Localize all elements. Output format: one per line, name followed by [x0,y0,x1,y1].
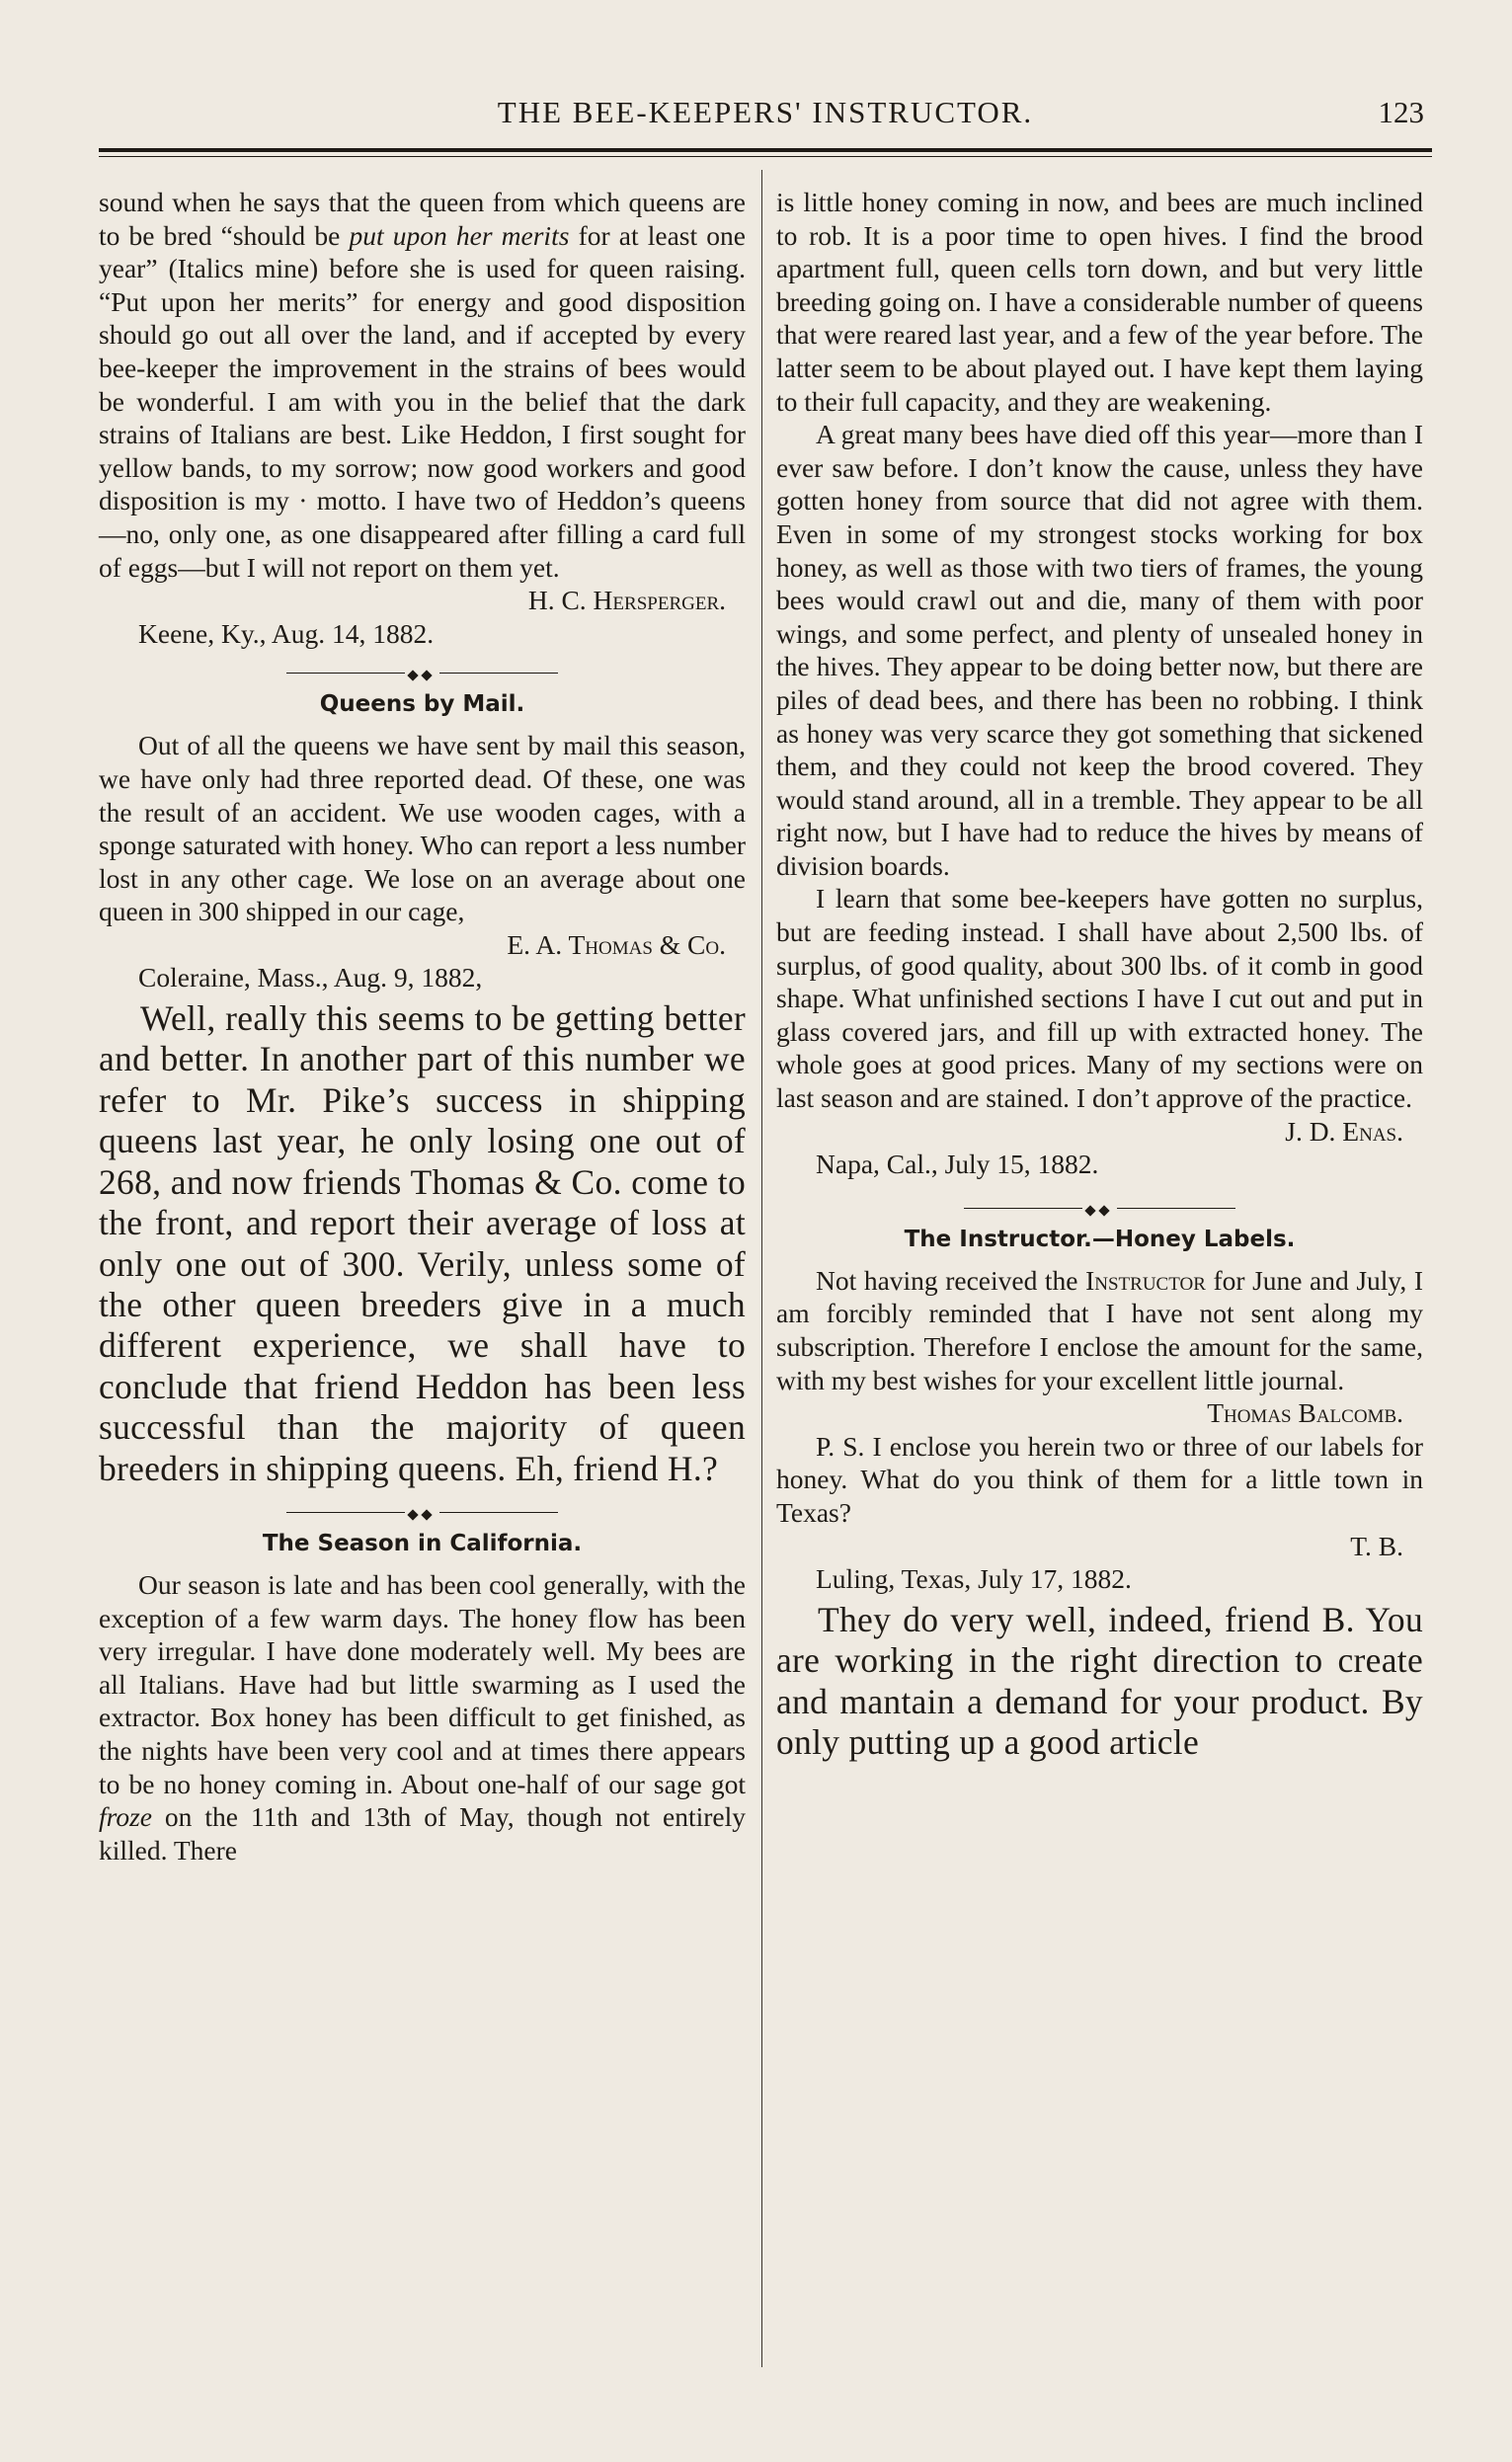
section-ornament [99,668,746,677]
signature-line [99,584,746,617]
signature-line [776,1396,1423,1430]
dateline-keene: Keene, Ky., Aug. 14, 1882. [138,617,435,649]
dateline-napa: Napa, Cal., July 15, 1882. [816,1149,1099,1180]
california-continued-text: is little honey coming in now, and bees are much inclined to rob. It is a poor time to open hives. I find the brood apartment full, queen cells torn down, and but very little breeding going on. I have a considerable number of queens that were reared last year, and a few of the year before. The latter seem to be about played out. I have kept them laying to their full capacity, and they are weakening. [776,187,1423,417]
dateline-luling: Luling, Texas, July 17, 1882. [816,1563,1132,1595]
header-rule-thick [99,148,1432,152]
column-divider [761,170,762,2367]
right-column [776,186,1423,1763]
section-ornament [776,1203,1423,1213]
season-california-text [99,1568,746,1866]
signature-line [776,1115,1423,1149]
signature-line [776,1530,1423,1563]
text-run: for at least one year” (Italics mine) before she is used for queen raising. “Put upon her merits” for energy and good disposition should go out all over the land, and if accepted by every bee-keeper the improvement in the strains of bees would be wonderful. I am with you in the belief that the dark strains of Italians are best. Like Heddon, I first sought for yellow bands, to my sorrow; now good workers and good disposition is my · motto. I have two of Heddon’s queens—no, only one, as one disappeared after filling a card full of eggs—but I will not report on them yet. [99,219,747,583]
left-column [99,186,746,1866]
running-title: THE BEE-KEEPERS' INSTRUCTOR. [497,95,1034,129]
signature-hersperger: H. C. Hersperger. [527,585,726,616]
heading-honey-labels: The Instructor.—Honey Labels. [904,1226,1296,1252]
hersperger-letter-text [99,186,746,584]
heading-queens-by-mail: Queens by Mail. [319,691,525,718]
section-ornament [99,1507,746,1517]
journal-name: Instructor [1085,1264,1206,1296]
text-run: sound when he says that the queen from which queens are to be bred “should be [99,187,746,251]
page-number: 123 [1378,95,1424,129]
editorial-comment: Well, really this seems to be getting better and better. In another part of this number we refer to Mr. Pike’s success in shipping queens last year, he only losing one out of 268, and now friends Thomas & Co. come to the front, and report their average of loss at only one out of 300. Verily, unless some of the other queen breeders give in a much different experience, we shall have to conclude that friend Heddon has been less successful than the majority of queen breeders in shipping queens. Eh, friend H.? [99,998,746,1488]
text-run: on the 11th and 13th of May, though not entirely killed. There [99,1801,746,1866]
dateline-coleraine: Coleraine, Mass., Aug. 9, 1882, [138,962,483,993]
text-run: Our season is late and has been cool generally, with the exception of a few warm days. The honey flow has been very irregular. I have done moderately well. My bees are all Italians. Have had but little swarming as I used the extractor. Box honey has been difficult to get finished, as the nights have been very cool and at times there appears to be no honey coming in. About one-half of our sage got [99,1568,746,1799]
italic-word: froze [99,1801,152,1833]
signature-tb: T. B. [1350,1530,1403,1561]
page-header [99,95,1432,144]
signature-line [99,928,746,962]
signature-enas: J. D. Enas. [1285,1115,1403,1147]
header-rule-thin [99,156,1432,157]
signature-balcomb: Thomas Balcomb. [1207,1397,1403,1429]
honey-labels-text [776,1264,1423,1396]
signature-thomas: E. A. Thomas & Co. [507,928,726,960]
dead-bees-paragraph: A great many bees have died off this year—more than I ever saw before. I don’t know the cause, unless they have gotten honey from source that did not agree with them. Even in some of my strongest stocks working for box honey, as well as those with two tiers of frames, the young bees would crawl out and die, many of them with poor wings, and some perfect, and plenty of unsealed honey in the hives. They appear to be doing better now, but there are piles of dead bees, and there has been no robbing. I think as honey was very scarce they got something that sickened them, and they could not keep the brood covered. They would stand around, all in a tremble. They appear to be all right now, but I have had to reduce the hives by means of division boards. [776,419,1423,881]
editorial-reply: They do very well, indeed, friend B. You are working in the right direction to create and mantain a demand for your product. By only putting up a good article [776,1599,1423,1762]
italic-phrase: put upon her merits [349,219,570,251]
queens-by-mail-text: Out of all the queens we have sent by mail this season, we have only had three reported dead. Of these, one was the result of an accident. We use wooden cages, with a sponge saturated with honey. Who can report a less number lost in any other cage. We lose on an average about one queen in 300 shipped in our cage, [99,730,746,927]
text-run: Not having received the [816,1264,1086,1296]
surplus-paragraph: I learn that some bee-keepers have gotten no surplus, but are feeding instead. I shall have about 2,500 lbs. of surplus, of good quality, about 300 lbs. of it comb in good shape. What unfinished sections I have I cut out and put in glass covered jars, and fill up with extracted honey. The whole goes at good prices. Many of my sections were on last season and are stained. I don’t approve of the practice. [776,883,1423,1114]
postscript-text: P. S. I enclose you herein two or three of our labels for honey. What do you think of them for a little town in Texas? [776,1430,1423,1528]
text-run: for June and July, I am forcibly reminded that I have not sent along my subscription. Therefore I enclose the amount for the same, with my best wishes for your excellent little journal. [776,1264,1423,1395]
heading-season-in-california: The Season in California. [262,1530,583,1556]
